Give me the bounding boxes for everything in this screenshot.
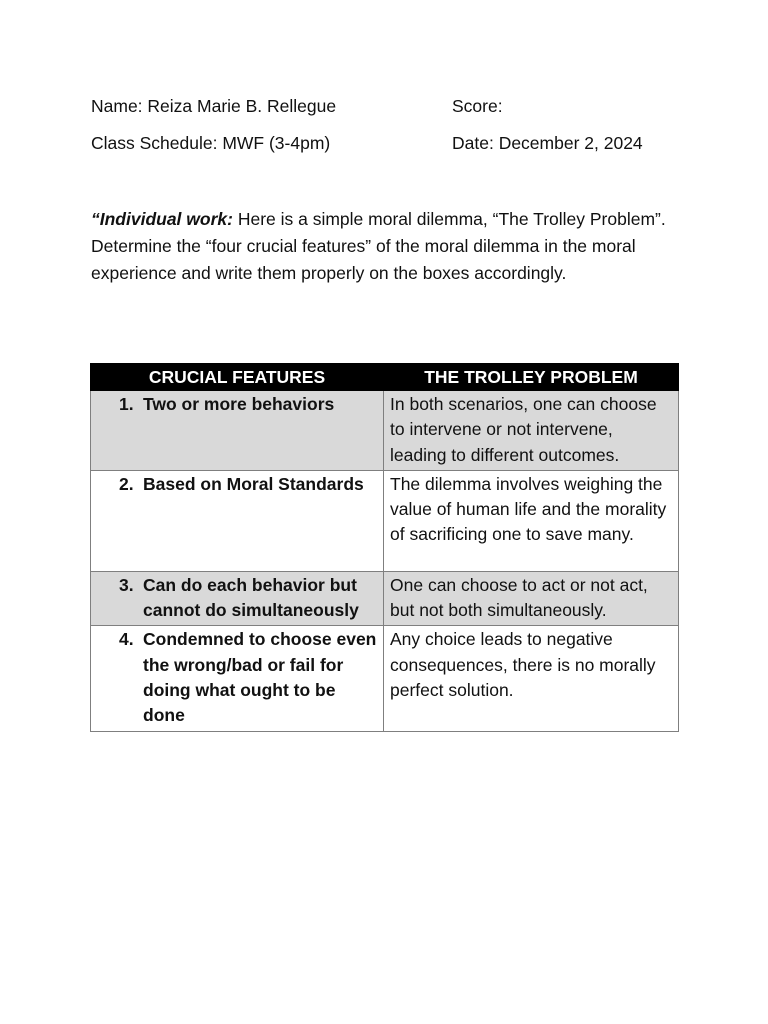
problem-cell — [384, 571, 679, 626]
feature-text: Based on Moral Standards — [143, 473, 364, 494]
feature-cell — [91, 571, 384, 626]
problem-cell — [384, 391, 679, 471]
feature-cell — [91, 470, 384, 571]
problem-cell — [384, 470, 679, 571]
instructions-paragraph — [91, 206, 681, 287]
table-row — [91, 470, 679, 571]
feature-text: Can do each behavior but cannot do simultaneously — [143, 574, 359, 621]
problem-text: In both scenarios, one can choose to intervene or not intervene, leading to different outcomes. — [390, 394, 657, 465]
header-row-schedule-date — [91, 131, 691, 155]
score-label: Score: — [452, 96, 503, 116]
date-label: Date: December 2, 2024 — [452, 133, 643, 153]
row-number: 4. — [119, 629, 134, 650]
class-schedule: Class Schedule: MWF (3-4pm) — [91, 133, 331, 153]
row-number: 2. — [119, 473, 134, 494]
problem-text: The dilemma involves weighing the value of human life and the morality of sacrificing one to save many. — [390, 473, 667, 545]
instructions-lead: “Individual work: — [91, 209, 233, 229]
feature-text: Condemned to choose even the wrong/bad or fail for doing what ought to be done — [143, 629, 377, 726]
student-name: Name: Reiza Marie B. Rellegue — [91, 96, 337, 116]
row-number: 3. — [119, 574, 134, 595]
column-header-trolley-problem: THE TROLLEY PROBLEM — [384, 364, 679, 391]
problem-cell — [384, 626, 679, 731]
instructions-body: Here is a simple moral dilemma, “The Trolley Problem”. Determine the “four crucial features” of the moral dilemma in the moral experience and write them properly on the boxes accordingly. — [91, 209, 666, 283]
table-row — [91, 626, 679, 731]
table-row — [91, 571, 679, 626]
problem-text: One can choose to act or not act, but not both simultaneously. — [390, 574, 648, 621]
header-row-name-score — [91, 94, 691, 118]
feature-cell — [91, 391, 384, 471]
table-row — [91, 391, 679, 471]
problem-text: Any choice leads to negative consequences, there is no morally perfect solution. — [390, 629, 656, 701]
feature-text: Two or more behaviors — [143, 394, 335, 414]
feature-cell — [91, 626, 384, 731]
table-header-row — [91, 364, 679, 391]
row-number: 1. — [119, 394, 134, 414]
column-header-features: CRUCIAL FEATURES — [91, 364, 384, 391]
crucial-features-table — [90, 363, 679, 732]
